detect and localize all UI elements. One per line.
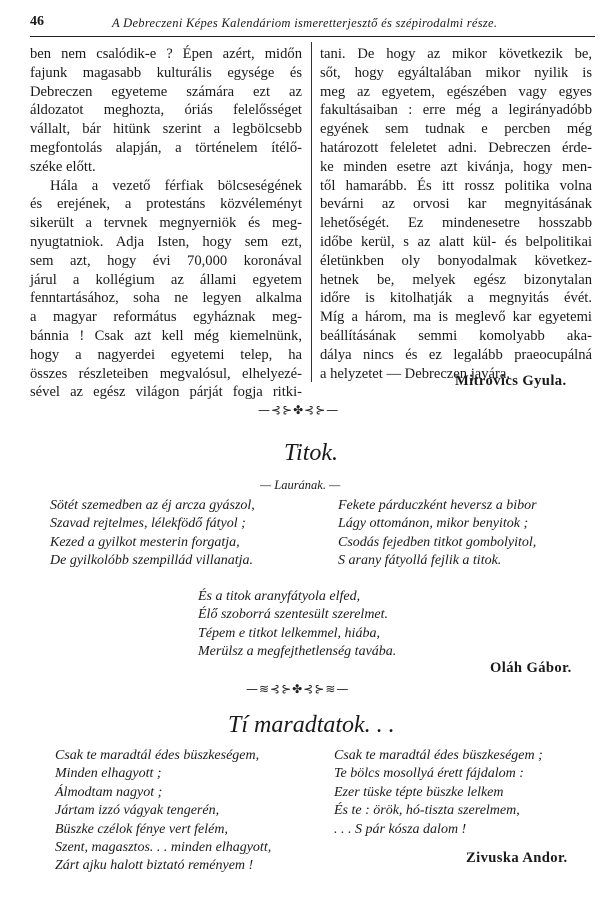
verse-line: Merülsz a megfejthetlenség tavába. bbox=[198, 644, 397, 660]
text-line: bánnia ! Csak azt kell még kiemelnünk, bbox=[30, 327, 302, 344]
verse-line: Csodás fejedben titkot gombolyitol, bbox=[338, 534, 537, 550]
text-line: fakultásaiban : erre még a legirányadóbb bbox=[320, 102, 592, 119]
verse-line: Szent, magasztos. . . minden elhagyott, bbox=[55, 840, 272, 856]
verse-line: Büszke czélok fénye vert felém, bbox=[55, 821, 228, 837]
article-paragraph bbox=[320, 45, 592, 383]
verse-line: Tépem e titkot lelkemmel, hiába, bbox=[198, 625, 380, 641]
text-line: hetnek be, melyek egész bizonytalan bbox=[320, 271, 592, 288]
article-paragraph bbox=[30, 177, 302, 403]
verse-line: Csak te maradtál édes büszkeségem ; bbox=[334, 748, 543, 763]
article-signature: Mitrovics Gyula. bbox=[455, 373, 567, 389]
text-line: lehetőségét. Ez mindenesetre hosszabb bbox=[320, 215, 592, 232]
text-line: Debreczen egyeteme számára ezt az bbox=[30, 83, 302, 100]
article-left-column bbox=[30, 45, 302, 402]
text-line: sikerült a tervnek megnyerniök és meg- bbox=[30, 215, 302, 232]
verse-line: Zárt ajku halott biztató reményem ! bbox=[55, 858, 254, 874]
text-line: a magyar református egyháznak meg- bbox=[30, 309, 302, 326]
verse-line: Álmodtam nagyot ; bbox=[55, 784, 163, 800]
poem1-dedication: — Laurának. — bbox=[260, 478, 341, 492]
text-line: áldozatot meghozta, óriás felelősséget bbox=[30, 102, 302, 119]
text-line: határozott feleletet adni. Debreczen érde- bbox=[320, 139, 592, 156]
text-line: beállításának semmi komolyabb aka- bbox=[320, 327, 592, 344]
text-line: tani. De hogy az mikor következik be, bbox=[320, 46, 592, 62]
page-header bbox=[30, 12, 595, 37]
verse-line: Minden elhagyott ; bbox=[55, 766, 162, 782]
text-line: sével az egész világon párját fogja ritki- bbox=[30, 384, 302, 401]
text-line: től hamarább. És itt rossz politika volna bbox=[320, 177, 592, 194]
text-line: széke előtt. bbox=[30, 158, 96, 175]
ornament-divider-1: —⊰⊱✤⊰⊱— bbox=[258, 403, 340, 417]
verse-line: Ezer tüske tépte büszke lelkem bbox=[334, 784, 504, 800]
text-line: fajunk magasabb kulturális egysége és bbox=[30, 64, 302, 81]
running-title: A Debreczeni Képes Kalendáriom ismeretterjesztő és szépirodalmi része. bbox=[112, 16, 498, 30]
text-line: meg az egyetem, egészében vagy egyes bbox=[320, 83, 592, 100]
verse-line: Te bölcs mosollyá érett fájdalom : bbox=[334, 766, 524, 782]
poem2-stanza-left bbox=[55, 747, 271, 876]
text-line: Hála a vezető férfiak bölcseségének bbox=[50, 177, 302, 194]
text-line: a helyzetet — Debreczen javára. bbox=[320, 365, 511, 382]
page-number: 46 bbox=[30, 14, 44, 29]
verse-line: Fekete párduczként heversz a bibor bbox=[338, 498, 537, 513]
text-line: időre is kitolhatják a megnyitás évét. bbox=[320, 290, 592, 307]
text-line: életünkben oly bonyodalmak következ- bbox=[320, 252, 592, 269]
verse-line: És a titok aranyfátyola elfed, bbox=[198, 589, 361, 604]
text-line: és erejének, a protestáns közvéleményt bbox=[30, 196, 302, 213]
poem1-author: Oláh Gábor. bbox=[490, 660, 572, 676]
text-line: időbe kerül, s az alatt kül- és belpolitikai bbox=[320, 233, 592, 250]
column-divider bbox=[311, 42, 312, 382]
poem1-stanza-left bbox=[50, 497, 255, 571]
ornament-divider-2: —≋⊰⊱✤⊰⊱≋— bbox=[246, 682, 350, 696]
text-line: megfontolás alapján, a történelem ítélő- bbox=[30, 139, 302, 156]
text-line: Míg a három, ma is meglevő kar egyetemi bbox=[320, 309, 592, 326]
text-line: vállalt, bár hitünk szerint a legbölcsebb bbox=[30, 121, 302, 138]
poem2-title: Tí maradtatok. . . bbox=[228, 712, 395, 738]
poem1-stanza-center bbox=[198, 588, 396, 662]
verse-line: Jártam izzó vágyak tengerén, bbox=[55, 803, 220, 819]
verse-line: Sötét szemedben az éj arcza gyászol, bbox=[50, 498, 255, 513]
text-line: nyugtatniok. Adja Isten, hogy sem ezt, bbox=[30, 233, 302, 250]
verse-line: Kezed a gyilkot mesterin forgatja, bbox=[50, 534, 240, 550]
text-line: ben nem csalódik-e ? Épen azért, midőn bbox=[30, 46, 302, 62]
poem1-stanza-right bbox=[338, 497, 537, 571]
text-line: dálya nincs és ez legalább praeocupálná bbox=[320, 346, 592, 363]
verse-line: . . . S pár kósza dalom ! bbox=[334, 821, 467, 837]
verse-line: És te : örök, hó-tiszta szerelmem, bbox=[334, 803, 520, 819]
poem2-author: Zivuska Andor. bbox=[466, 850, 568, 866]
article-paragraph bbox=[30, 45, 302, 177]
verse-line: Élő szoborrá szentesült szerelmet. bbox=[198, 607, 389, 623]
article-right-column bbox=[320, 45, 592, 383]
text-line: sem azt, hogy évi 70,000 koronával bbox=[30, 252, 302, 269]
poem2-stanza-right bbox=[334, 747, 543, 839]
text-line: egyének sem tudnak e percben még bbox=[320, 121, 592, 138]
verse-line: Szavad rejtelmes, lélekfödő fátyol ; bbox=[50, 516, 246, 532]
text-line: összes részleteiben megvalósul, elhelyezé- bbox=[30, 365, 302, 382]
verse-line: De gyilkolóbb szempillád villanatja. bbox=[50, 553, 253, 569]
text-line: sőt, hogy egyáltalában mikor nyilik is bbox=[320, 64, 592, 81]
text-line: fenntartásához, soha ne legyen alkalma bbox=[30, 290, 302, 307]
text-line: bevárni az orvosi kar megnyitásának bbox=[320, 196, 592, 213]
verse-line: S arany fátyollá fejlik a titok. bbox=[338, 553, 502, 569]
poem1-title: Titok. bbox=[284, 440, 339, 466]
text-line: hogy a nagyerdei egyetemi telep, ha bbox=[30, 346, 302, 363]
text-line: ke minden esetre azt kivánja, hogy men- bbox=[320, 158, 592, 175]
verse-line: Csak te maradtál édes büszkeségem, bbox=[55, 748, 260, 763]
text-line: járul a kollégium az állami egyetem bbox=[30, 271, 302, 288]
verse-line: Lágy ottománon, mikor benyitok ; bbox=[338, 516, 529, 532]
